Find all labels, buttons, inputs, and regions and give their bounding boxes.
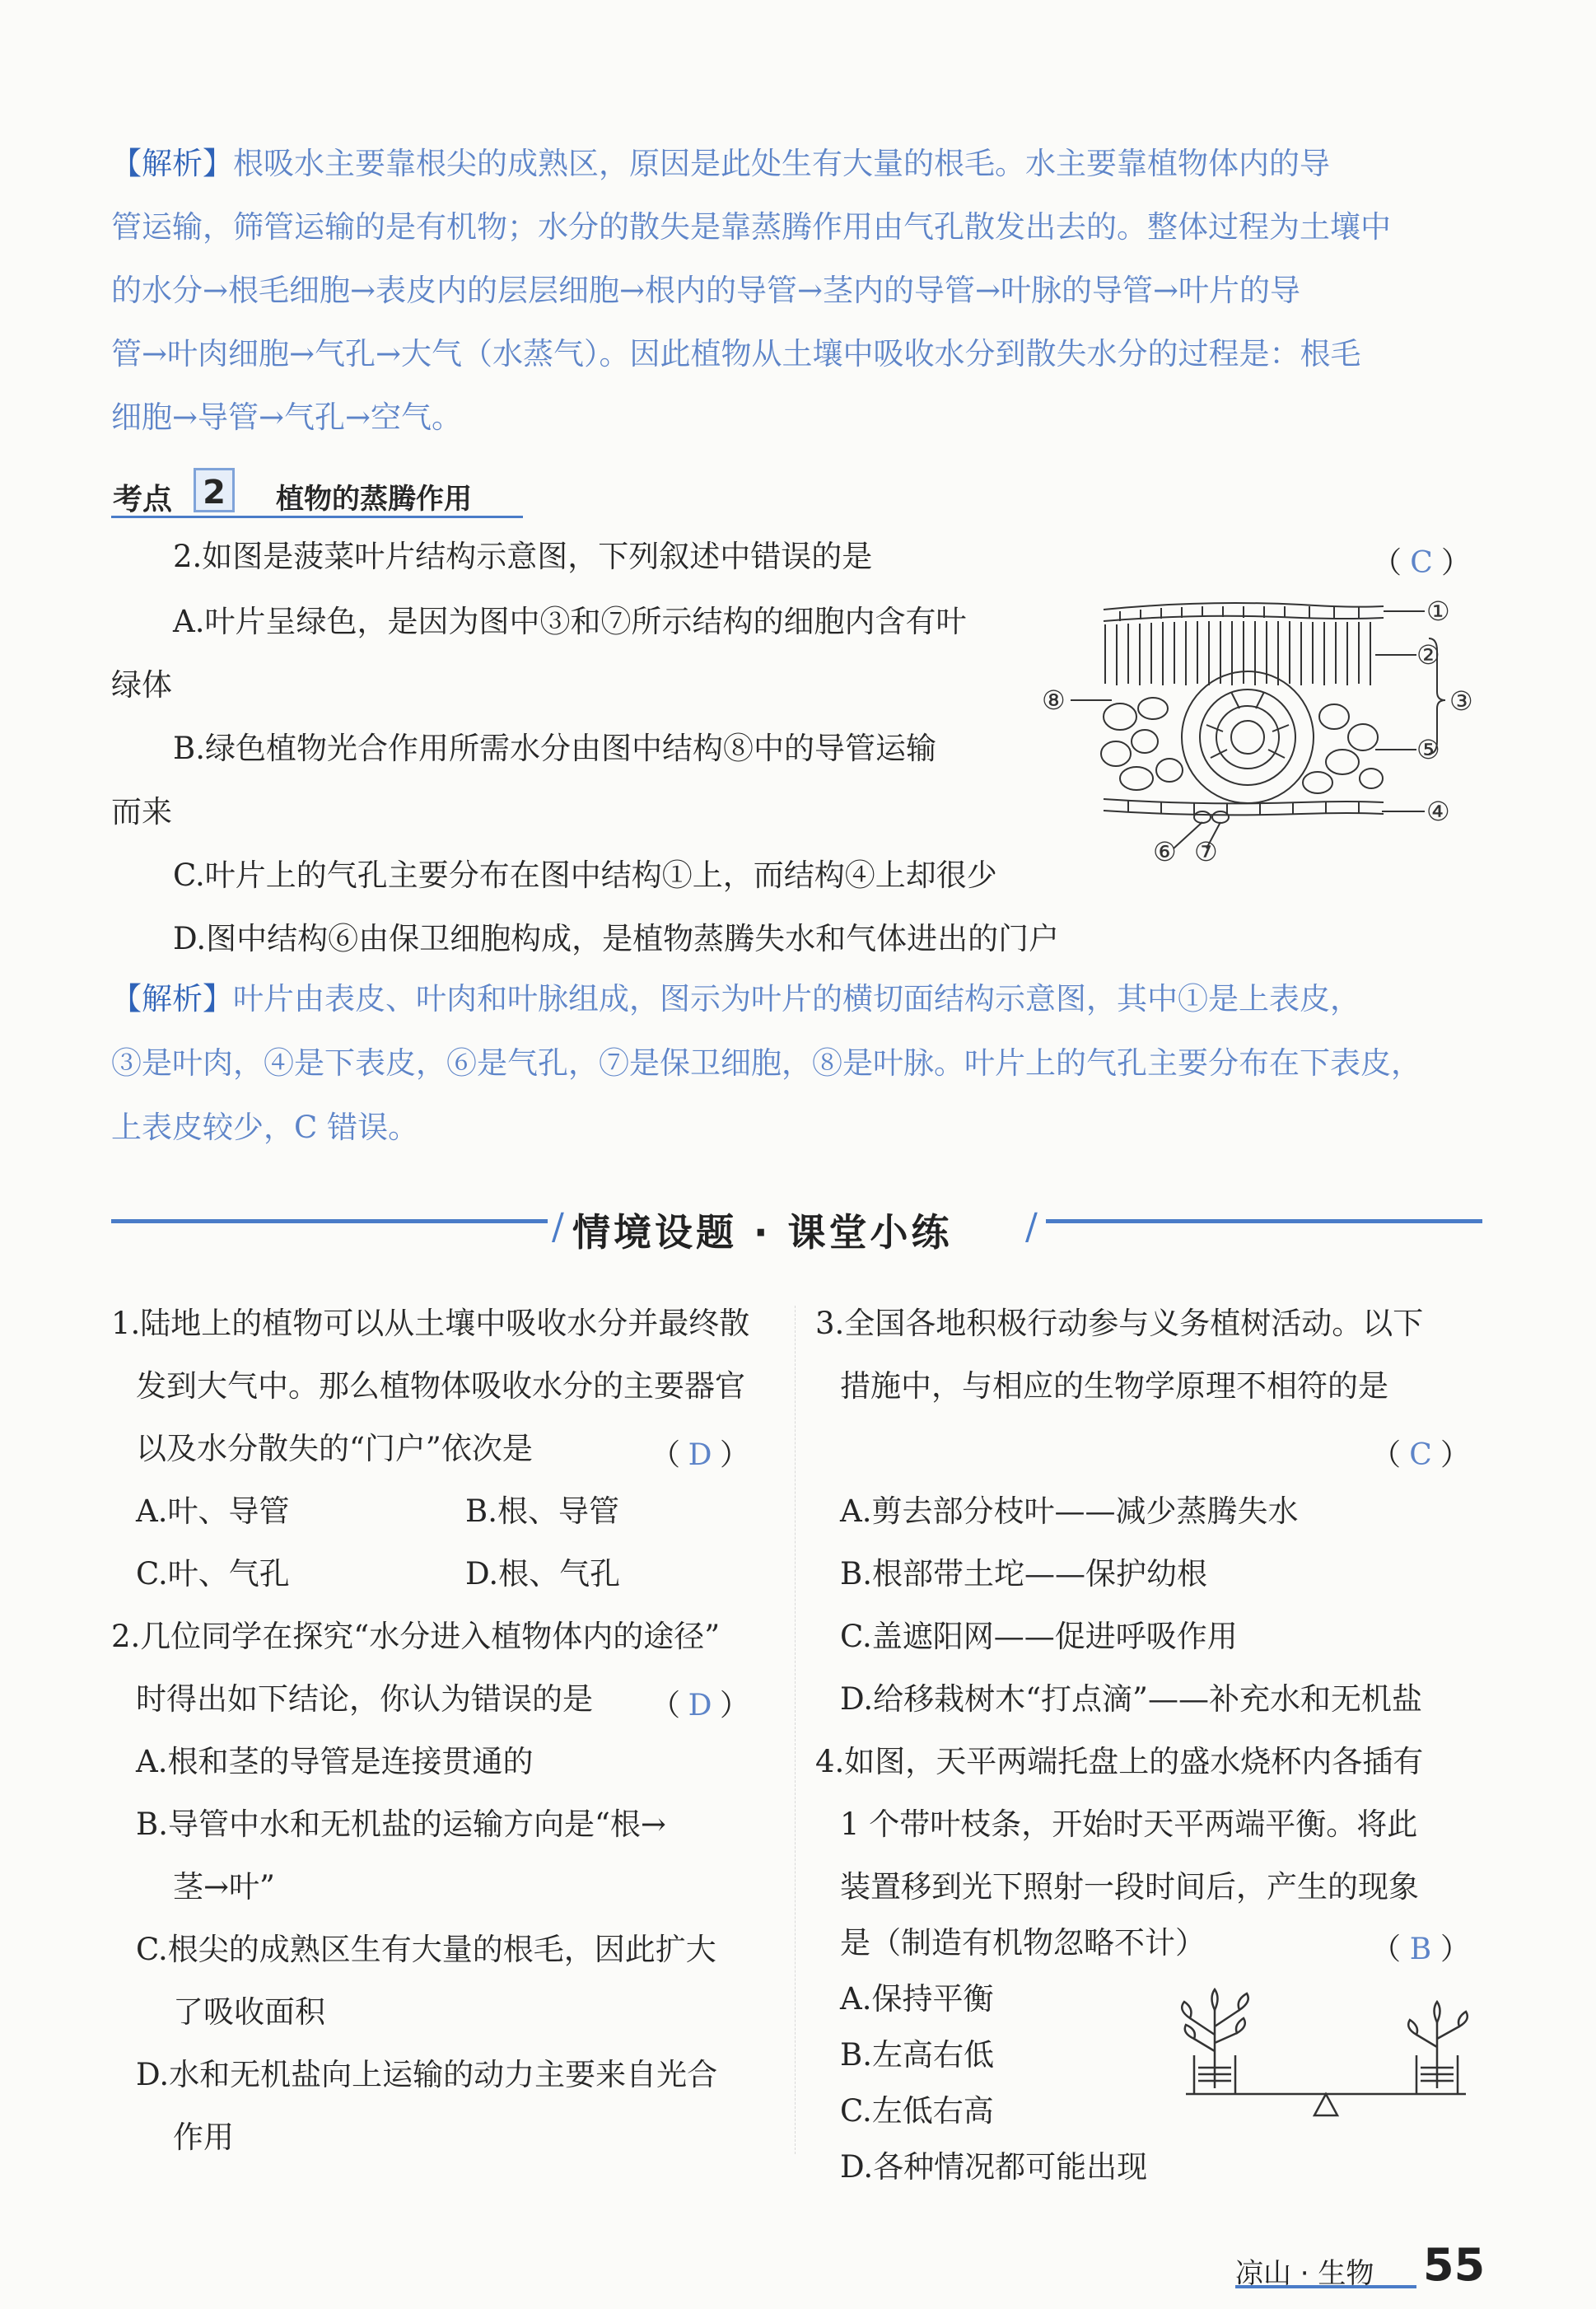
option-a-cont: 绿体 — [111, 667, 172, 703]
analysis-line: 细胞→导管→气孔→空气。 — [111, 400, 463, 435]
kaodian-header — [111, 468, 539, 519]
label-7: ⑦ — [1194, 836, 1218, 865]
answer-bracket: （ C ） — [1372, 546, 1472, 580]
q3-option-d: D.给移栽树木“打点滴”——补充水和无机盐 — [840, 1681, 1422, 1717]
section-title: 情境设题 · 课堂小练 — [572, 1210, 953, 1255]
question-stem: 2.如图是菠菜叶片结构示意图，下列叙述中错误的是 — [173, 539, 873, 574]
q4-option-a: A.保持平衡 — [840, 1981, 994, 2017]
q4-stem-line: 是（制造有机物忽略不计） — [840, 1925, 1206, 1961]
answer-letter: D — [688, 1438, 712, 1472]
kaodian-number: 2 — [194, 468, 235, 512]
label-4: ④ — [1426, 796, 1450, 827]
q3-option-b: B.根部带土坨——保护幼根 — [840, 1556, 1207, 1592]
column-divider — [795, 1306, 796, 2154]
analysis-line: 【解析】叶片由表皮、叶肉和叶脉组成，图示为叶片的横切面结构示意图，其中①是上表皮， — [111, 981, 1360, 1017]
option-b: B.绿色植物光合作用所需水分由图中结构⑧中的导管运输 — [173, 731, 936, 766]
answer-bracket: （ D ） — [651, 1438, 750, 1472]
q1-stem-line: 以及水分散失的“门户”依次是 — [136, 1431, 533, 1466]
label-3: ③ — [1449, 685, 1473, 717]
analysis-line: 管→叶肉细胞→气孔→大气（水蒸气）。因此植物从土壤中吸收水分到散失水分的过程是：根毛 — [111, 336, 1361, 372]
answer-bracket: （ B ） — [1371, 1933, 1471, 1966]
footer-rule — [1235, 2285, 1416, 2288]
answer-letter: D — [688, 1689, 712, 1722]
q4-option-d: D.各种情况都可能出现 — [840, 2149, 1148, 2185]
kaodian-underline — [111, 516, 523, 518]
kaodian-label: 考点 — [113, 483, 173, 516]
analysis-tag: 【解析】 — [111, 146, 233, 181]
answer-letter: C — [1409, 1438, 1432, 1472]
option-c: C.叶片上的气孔主要分布在图中结构①上，而结构④上却很少 — [173, 858, 997, 893]
balance-diagram — [1161, 1977, 1491, 2125]
q4-stem-line: 4.如图，天平两端托盘上的盛水烧杯内各插有 — [815, 1744, 1424, 1779]
q2-option-c: C.根尖的成熟区生有大量的根毛，因此扩大 — [136, 1932, 716, 1967]
q2-option-d: D.水和无机盐向上运输的动力主要来自光合 — [136, 2057, 718, 2092]
q4-option-c: C.左低右高 — [840, 2093, 994, 2129]
left-branch — [1190, 2010, 1239, 2088]
analysis-line: 【解析】根吸水主要靠根尖的成熟区，原因是此处生有大量的根毛。水主要靠植物体内的导 — [111, 146, 1330, 181]
analysis-line: ③是叶肉，④是下表皮，⑥是气孔，⑦是保卫细胞，⑧是叶脉。叶片上的气孔主要分布在下表皮， — [111, 1045, 1421, 1081]
q1-stem-line: 1.陆地上的植物可以从土壤中吸收水分并最终散 — [111, 1306, 750, 1341]
label-1: ① — [1426, 596, 1450, 627]
q3-stem-line: 3.全国各地积极行动参与义务植树活动。以下 — [815, 1306, 1424, 1341]
q2-option-b: B.导管中水和无机盐的运输方向是“根→ — [136, 1807, 666, 1842]
option-d: D.图中结构⑥由保卫细胞构成，是植物蒸腾失水和气体进出的门户 — [173, 921, 1060, 956]
option-b-cont: 而来 — [111, 794, 172, 830]
q2-stem-line: 时得出如下结论，你认为错误的是 — [136, 1681, 593, 1717]
footer-region: 凉山 · 生物 — [1235, 2257, 1374, 2290]
balance-fulcrum — [1314, 2094, 1337, 2115]
analysis-tag: 【解析】 — [111, 981, 233, 1017]
q2-option-d-cont: 作用 — [173, 2120, 234, 2155]
q4-option-b: B.左高右低 — [840, 2037, 994, 2073]
right-branch — [1416, 2022, 1459, 2088]
analysis-line: 的水分→根毛细胞→表皮内的层层细胞→根内的导管→茎内的导管→叶脉的导管→叶片的导 — [111, 273, 1301, 308]
q2-option-c-cont: 了吸收面积 — [173, 1994, 325, 2030]
page-number: 55 — [1423, 2239, 1486, 2291]
section-banner — [111, 1194, 1482, 1255]
banner-slash-left: / — [552, 1206, 564, 1248]
banner-rule-left — [111, 1219, 548, 1223]
answer-letter: B — [1409, 1933, 1432, 1966]
q3-option-a: A.剪去部分枝叶——减少蒸腾失水 — [840, 1493, 1299, 1529]
q2-option-a: A.根和茎的导管是连接贯通的 — [136, 1744, 534, 1779]
label-2: ② — [1416, 639, 1440, 671]
analysis-line: 管运输，筛管运输的是有机物；水分的散失是靠蒸腾作用由气孔散发出去的。整体过程为土壤中 — [111, 209, 1391, 245]
label-5: ⑤ — [1416, 734, 1440, 765]
q2-option-b-cont: 茎→叶” — [173, 1869, 275, 1905]
label-6: ⑥ — [1153, 836, 1177, 865]
q1-option-d: D.根、气孔 — [465, 1556, 621, 1592]
q1-option-b: B.根、导管 — [465, 1493, 619, 1529]
q1-option-c: C.叶、气孔 — [136, 1556, 290, 1592]
answer-bracket: （ C ） — [1371, 1438, 1471, 1472]
q4-stem-line: 1 个带叶枝条，开始时天平两端平衡。将此 — [840, 1807, 1418, 1842]
kaodian-title: 植物的蒸腾作用 — [276, 483, 472, 516]
q3-option-c: C.盖遮阳网——促进呼吸作用 — [840, 1619, 1238, 1654]
banner-rule-right — [1046, 1219, 1482, 1223]
answer-bracket: （ D ） — [651, 1689, 750, 1722]
analysis-line: 上表皮较少，C 错误。 — [111, 1110, 419, 1145]
page-footer — [1235, 2239, 1507, 2291]
q1-stem-line: 发到大气中。那么植物体吸收水分的主要器官 — [136, 1368, 745, 1404]
leaf-diagram — [1038, 593, 1482, 865]
option-a: A.叶片呈绿色，是因为图中③和⑦所示结构的细胞内含有叶 — [173, 604, 967, 639]
q4-stem-line: 装置移到光下照射一段时间后，产生的现象 — [840, 1869, 1419, 1905]
label-8: ⑧ — [1042, 685, 1066, 716]
q1-option-a: A.叶、导管 — [136, 1493, 290, 1529]
q3-stem-line: 措施中，与相应的生物学原理不相符的是 — [840, 1368, 1388, 1404]
banner-slash-right: / — [1025, 1206, 1038, 1248]
q2-stem-line: 2.几位同学在探究“水分进入植物体内的途径” — [111, 1619, 721, 1654]
answer-letter: C — [1410, 546, 1433, 580]
